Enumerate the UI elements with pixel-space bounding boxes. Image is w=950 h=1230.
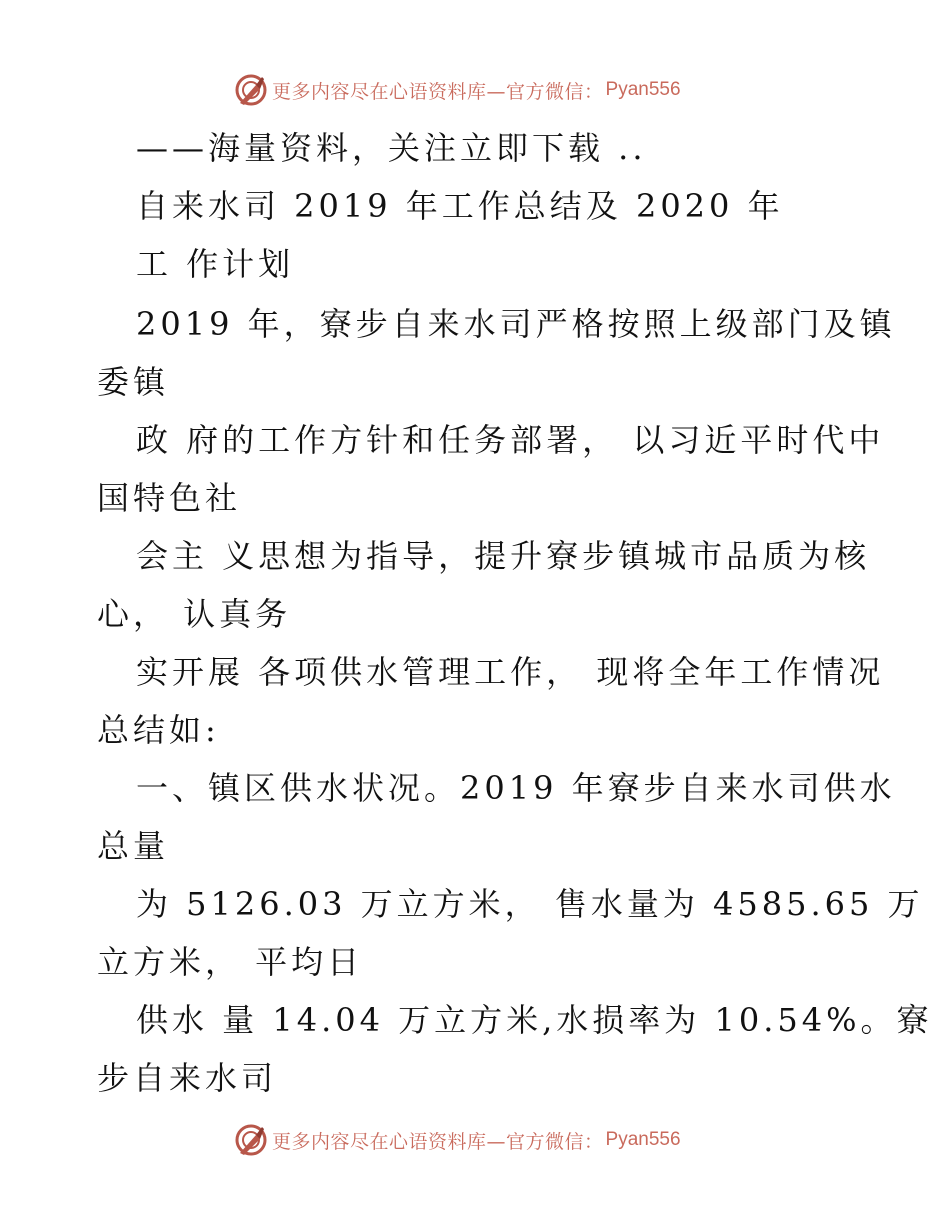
body-line: 委镇 <box>97 363 170 401</box>
body-line: 一、镇区供水状况。2019 年寮步自来水司供水 <box>136 769 896 807</box>
pen-logo-icon <box>234 73 268 107</box>
banner-text: 更多内容尽在心语资料库—官方微信： <box>272 80 604 103</box>
banner-text: 更多内容尽在心语资料库—官方微信： <box>272 1130 604 1153</box>
pen-logo-icon <box>234 1123 268 1157</box>
body-line: 国特色社 <box>97 479 242 517</box>
body-line: 会主 义思想为指导，提升寮步镇城市品质为核 <box>136 537 871 575</box>
banner-wechat-id: Pyan556 <box>605 79 681 100</box>
body-line: 为 5126.03 万立方米， 售水量为 4585.65 万 <box>136 885 924 923</box>
body-line: 实开展 各项供水管理工作， 现将全年工作情况 <box>136 653 885 691</box>
body-line: 立方米， 平均日 <box>97 943 364 981</box>
body-line: 2019 年，寮步自来水司严格按照上级部门及镇 <box>136 305 896 343</box>
body-line-title: 自来水司 2019 年工作总结及 2020 年 <box>136 187 784 225</box>
body-line-subtitle: ——海量资料，关注立即下载 .. <box>136 129 647 167</box>
body-line: 政 府的工作方针和任务部署， 以习近平时代中 <box>136 421 885 459</box>
body-line: 总结如: <box>97 711 220 749</box>
body-line: 步自来水司 <box>97 1059 278 1097</box>
footer-banner <box>234 1122 754 1158</box>
banner-wechat-id: Pyan556 <box>605 1129 681 1150</box>
body-line: 供水 量 14.04 万立方米,水损率为 10.54%。寮 <box>136 1001 933 1039</box>
body-line-title-cont: 工 作计划 <box>136 245 295 283</box>
body-line: 总量 <box>97 827 170 865</box>
body-line: 心， 认真务 <box>97 595 292 633</box>
header-banner <box>234 72 754 108</box>
